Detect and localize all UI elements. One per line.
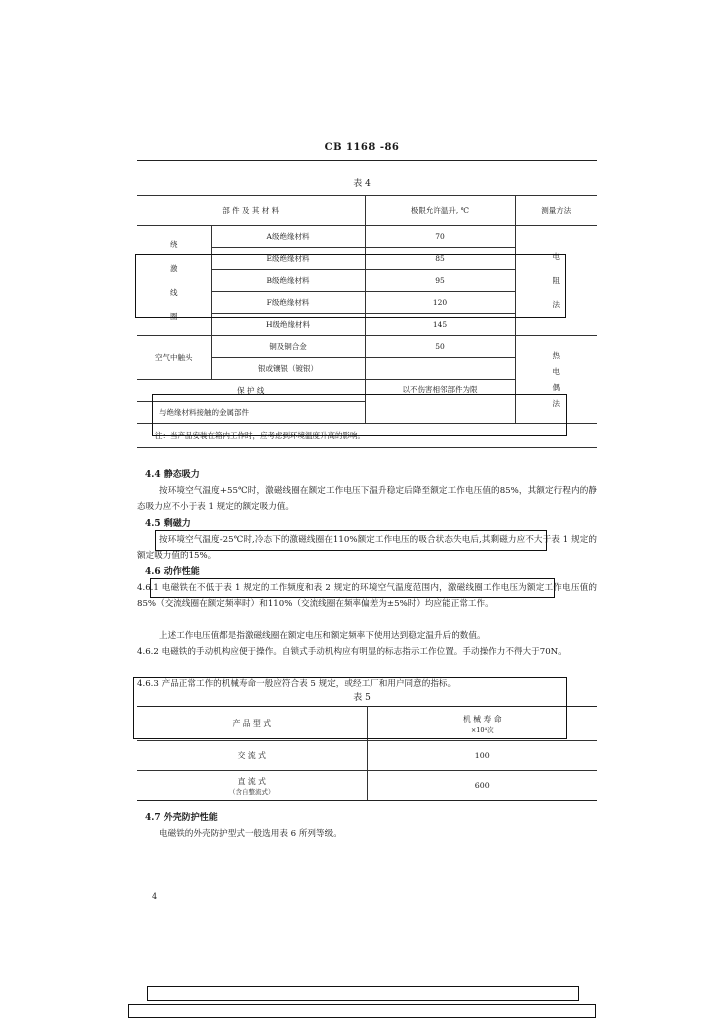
t4-row-value: 95 [365,270,515,292]
section-4-6-2-text: 4.6.2 电磁铁的手动机构应便于操作。自锁式手动机构应有明显的标志指示工作位置。手动操作力不得大于70N。 [137,647,567,657]
t4-row-value: 120 [365,292,515,314]
t4-row-material: E级绝缘材料 [211,248,365,270]
t5-type-cell: 直 流 式 （含自整流式） [137,771,367,801]
table-row [137,741,597,771]
t4-row-value: 70 [365,226,515,248]
section-4-4-title: 4.4 静态吸力 [145,470,200,480]
t4-row-material: 银或镶银（镀银） [211,358,365,380]
section-4-4-text: 按环境空气温度+55℃时，激磁线圈在额定工作电压下温升稳定后降至额定工作电压值的85%，其额定行程内的静态吸力应不小于表 1 规定的额定吸力值。 [137,486,597,512]
footer-box [147,986,579,1001]
table-4-caption: 表 4 [353,179,371,189]
t4-note: 注：当产品安装在箱内工作时，应考虑到环境温度升高的影响。 [137,424,597,448]
t4-row-material: F级绝缘材料 [211,292,365,314]
t4-row-value [365,358,515,380]
t5-type-cell: 交 流 式 [137,741,367,771]
section-4-6-title: 4.6 动作性能 [145,567,200,577]
page-number: 4 [152,892,158,901]
t5-header-life: 机 械 寿 命 ×10⁴次 [367,707,597,741]
t5-life-cell: 600 [367,771,597,801]
section-4-6-1-text: 4.6.1 电磁铁在不低于表 1 规定的工作频度和表 2 规定的环境空气温度范围内，激磁线圈工作电压为额定工作电压值的85%（交流线圈在额定频率时）和110%（交流线圈在频率偏差为±5%时）均应能正常工作。 [137,583,597,609]
t4-header-method: 测量方法 [515,196,597,226]
scan-overlay-box [152,394,567,436]
document-code: CB 1168 -86 [324,142,400,153]
t4-header-part: 部 件 及 其 材 料 [137,196,365,226]
table-row [137,771,597,801]
scan-overlay-box [133,677,567,739]
t4-coil-group-label: 绕 激 线 圈 [137,226,211,336]
t4-row-value: 145 [365,314,515,336]
t4-lead-value: 以不伤害相邻部件为限 [365,380,515,424]
t4-lead-label: 保 护 线 [137,380,365,402]
t4-method-thermocouple: 热 电 偶 法 [515,336,597,424]
t4-row-material: 铜及铜合金 [211,336,365,358]
section-4-7-text: 电磁铁的外壳防护型式一般选用表 6 所列等级。 [159,829,342,839]
scan-overlay-box [150,578,555,598]
t4-metal-label: 与绝缘材料接触的金属部件 [137,402,365,424]
t5-life-cell: 100 [367,741,597,771]
section-4-5-title: 4.5 剩磁力 [145,519,191,529]
section-4-6-note: 上述工作电压值都是指激磁线圈在额定电压和额定频率下使用达到稳定温升后的数值。 [159,631,486,641]
scan-overlay-box [155,530,547,551]
t4-row-material: H级绝缘材料 [211,314,365,336]
t4-contact-group-label: 空气中触头 [137,336,211,380]
footer-box [128,1004,596,1018]
scan-overlay-box [135,254,566,318]
header-rule [137,160,597,161]
section-4-7-title: 4.7 外壳防护性能 [145,813,218,823]
t4-row-material: B级绝缘材料 [211,270,365,292]
t4-header-temp: 极限允许温升, ℃ [365,196,515,226]
section-4-6-3-text: 4.6.3 产品正常工作的机械寿命一般应符合表 5 规定，或经工厂和用户同意的指标。 [137,679,457,689]
table-5-caption: 表 5 [353,693,371,703]
t4-method-resistance: 电 阻 法 [515,226,597,336]
t4-row-value: 50 [365,336,515,358]
t4-row-value: 85 [365,248,515,270]
section-4-5-text: 按环境空气温度-25℃时,冷态下的激磁线圈在110%额定工作电压的吸合状态失电后,其剩磁力应不大于表 1 规定的额定吸力值的15%。 [137,535,597,561]
t5-header-type: 产 品 型 式 [137,707,367,741]
t4-row-material: A级绝缘材料 [211,226,365,248]
